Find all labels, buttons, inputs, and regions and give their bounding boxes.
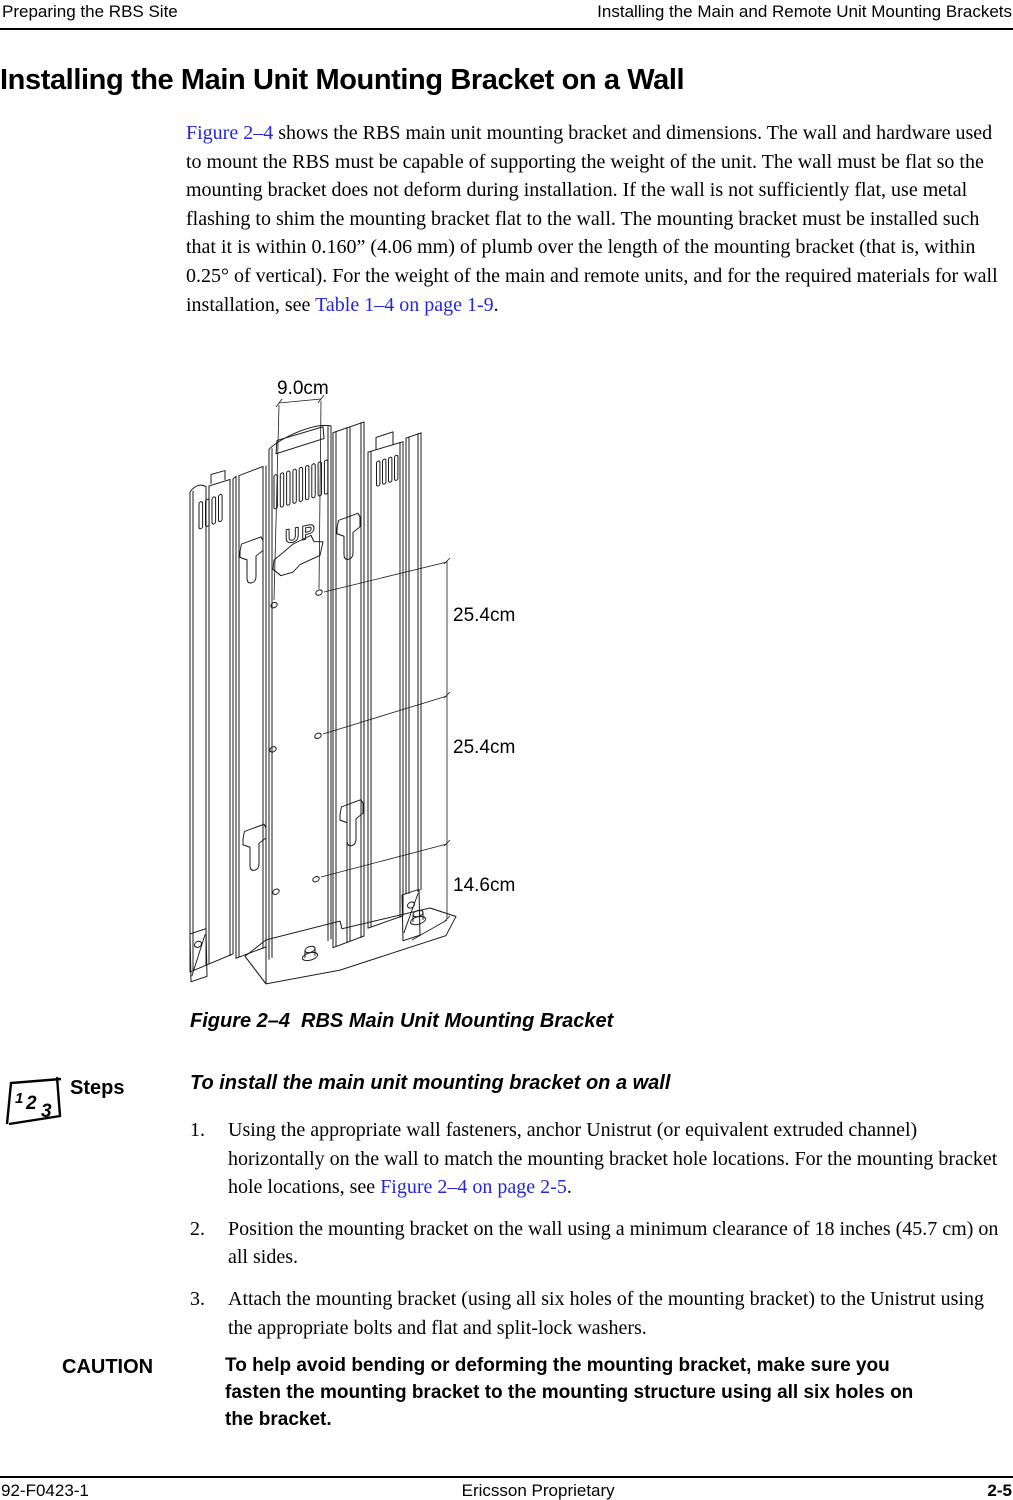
header-section-left: Preparing the RBS Site bbox=[2, 2, 178, 21]
intro-suffix: . bbox=[493, 293, 499, 316]
footer-page-number: 2-5 bbox=[987, 1481, 1012, 1500]
footer-proprietary-notice: Ericsson Proprietary bbox=[461, 1481, 615, 1500]
up-label: UP bbox=[285, 520, 317, 549]
page-title: Installing the Main Unit Mounting Bracket on a Wall bbox=[0, 64, 685, 96]
figure-caption-text: RBS Main Unit Mounting Bracket bbox=[301, 1010, 614, 1032]
steps-icon-digit-3: 3 bbox=[41, 1101, 52, 1122]
figure-caption-number: Figure 2–4 bbox=[190, 1010, 291, 1032]
table-1-4-link[interactable]: Table 1–4 on page 1-9 bbox=[315, 293, 494, 316]
step-item-3 bbox=[190, 1285, 1012, 1342]
step-1-suffix: . bbox=[566, 1176, 572, 1199]
step-item-1 bbox=[190, 1116, 1012, 1202]
dimension-label-bottom: 14.6cm bbox=[453, 875, 516, 896]
steps-123-icon bbox=[5, 1076, 63, 1126]
intro-paragraph bbox=[186, 119, 1012, 319]
caution-text: To help avoid bending or deforming the mounting bracket, make sure you fasten the mounting bracket to the mounting structure using all six holes on the bracket. bbox=[225, 1355, 914, 1430]
step-text: Attach the mounting bracket (using all six holes of the mounting bracket) to the Unistrut using the appropriate bolts and flat and split-lock washers. bbox=[228, 1287, 984, 1339]
page-header bbox=[0, 0, 1013, 30]
step-number: 2. bbox=[190, 1217, 205, 1240]
step-number: 1. bbox=[190, 1119, 205, 1141]
steps-label: Steps bbox=[70, 1077, 125, 1099]
step-number: 3. bbox=[190, 1287, 205, 1310]
caution-label: CAUTION bbox=[62, 1356, 154, 1378]
steps-icon-digit-2: 2 bbox=[26, 1093, 37, 1114]
steps-list bbox=[190, 1116, 1012, 1355]
dimension-label-width: 9.0cm bbox=[277, 378, 329, 399]
figure-caption bbox=[190, 1010, 613, 1033]
mounting-bracket-figure bbox=[185, 378, 605, 1018]
footer-doc-number: 92-F0423-1 bbox=[1, 1481, 89, 1500]
bracket-drawing bbox=[190, 397, 456, 1002]
dimension-label-middle: 25.4cm bbox=[453, 737, 516, 758]
step-text bbox=[228, 1116, 1012, 1202]
figure-2-4-page-link[interactable]: Figure 2–4 on page 2-5 bbox=[380, 1176, 567, 1199]
steps-heading: To install the main unit mounting bracket on a wall bbox=[190, 1072, 671, 1094]
step-item-2 bbox=[190, 1215, 1012, 1272]
steps-icon-digit-1: 1 bbox=[15, 1090, 24, 1107]
step-text: Position the mounting bracket on the wall using a minimum clearance of 18 inches (45.7 cm) on all sides. bbox=[228, 1217, 999, 1269]
intro-text: shows the RBS main unit mounting bracket and dimensions. The wall and hardware used to mount the RBS must be capable of supporting the weight of the unit. The wall must be flat so the mounting bracket does not deform during installation. If the wall is not sufficiently flat, use metal flashing to shim the mounting bracket flat to the wall. The mounting bracket must be installed such that it is within 0.160” (4.06 mm) of plumb over the length of the mounting bracket (that is, within 0.25° of vertical). For the weight of the main and remote units, and for the required materials for wall installation, see bbox=[186, 122, 998, 316]
dimension-label-upper: 25.4cm bbox=[453, 605, 516, 626]
header-section-right: Installing the Main and Remote Unit Mounting Brackets bbox=[597, 2, 1012, 21]
page-footer bbox=[0, 1476, 1013, 1500]
figure-2-4-link[interactable]: Figure 2–4 bbox=[186, 122, 274, 144]
step-1-text: Using the appropriate wall fasteners, anchor Unistrut (or equivalent extruded channel) horizontally on the wall to match the mounting bracket hole locations. For the mounting bracket hole locations, see bbox=[228, 1119, 998, 1199]
